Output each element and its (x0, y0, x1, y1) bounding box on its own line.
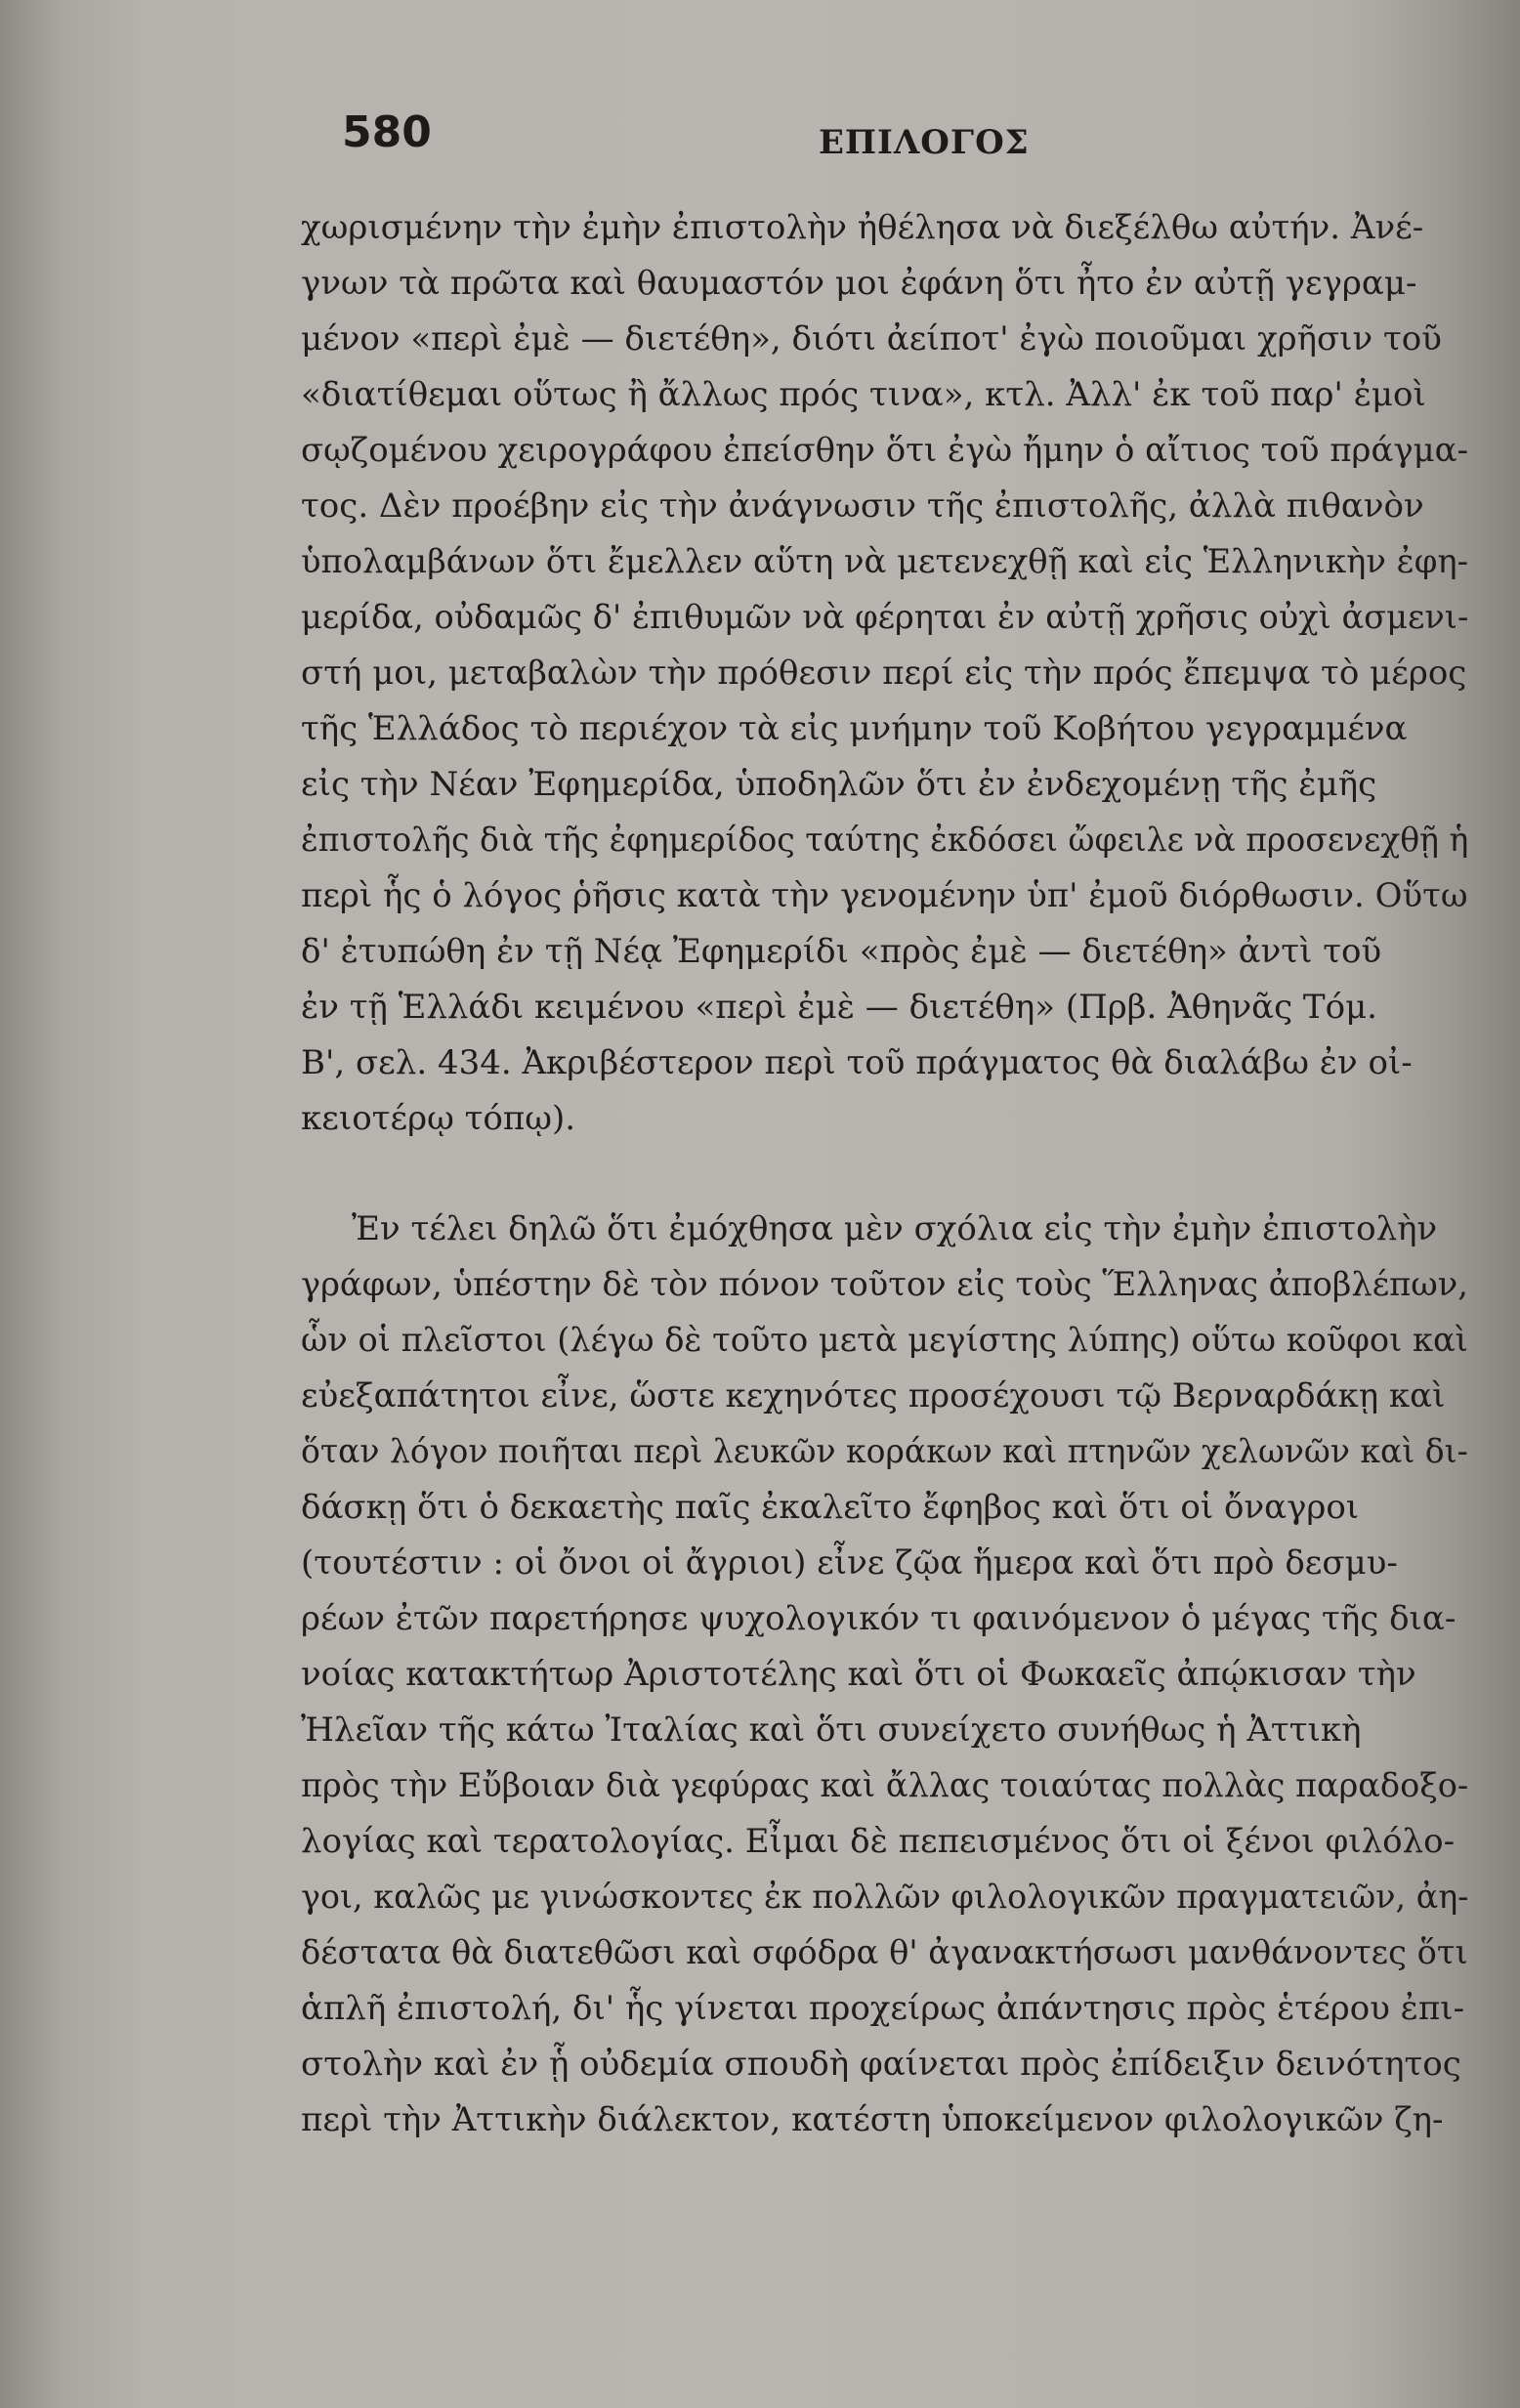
text-line: σῳζομένου χειρογράφου ἐπείσθην ὅτι ἐγὼ ἤμην ὁ αἴτιος τοῦ πράγμα- (301, 431, 1469, 470)
text-line: δάσκῃ ὅτι ὁ δεκαετὴς παῖς ἐκαλεῖτο ἔφηβος καὶ ὅτι οἱ ὄναγροι (301, 1488, 1360, 1527)
text-line: ὑπολαμβάνων ὅτι ἔμελλεν αὕτη νὰ μετενεχθῇ καὶ εἰς Ἑλληνικὴν ἐφη- (301, 542, 1469, 581)
text-line: λογίας καὶ τερατολογίας. Εἶμαι δὲ πεπεισμένος ὅτι οἱ ξένοι φιλόλο- (301, 1822, 1456, 1861)
page-number: 580 (342, 107, 432, 157)
text-line: τος. Δὲν προέβην εἰς τὴν ἀνάγνωσιν τῆς ἐπιστολῆς, ἀλλὰ πιθανὸν (301, 486, 1424, 526)
text-line: Β', σελ. 434. Ἀκριβέστερον περὶ τοῦ πράγματος θὰ διαλάβω ἐν οἰ- (301, 1043, 1413, 1082)
text-line: τῆς Ἑλλάδος τὸ περιέχον τὰ εἰς μνήμην τοῦ Κοβήτου γεγραμμένα (301, 709, 1408, 748)
text-line: ἐν τῇ Ἑλλάδι κειμένου «περὶ ἐμὲ — διετέθη» (Πρβ. Ἀθηνᾶς Τόμ. (301, 988, 1377, 1027)
page-header (0, 98, 1520, 166)
text-line: πρὸς τὴν Εὔβοιαν διὰ γεφύρας καὶ ἄλλας τοιαύτας πολλὰς παραδοξο- (301, 1766, 1469, 1805)
text-line: (τουτέστιν : οἱ ὄνοι οἱ ἄγριοι) εἶνε ζῷα ἥμερα καὶ ὅτι πρὸ δεσμυ- (301, 1543, 1398, 1583)
running-title: ΕΠΙΛΟΓΟΣ (819, 123, 1030, 162)
text-line: στολὴν καὶ ἐν ᾗ οὐδεμία σπουδὴ φαίνεται πρὸς ἐπίδειξιν δεινότητος (301, 2045, 1461, 2084)
text-line: ὧν οἱ πλεῖστοι (λέγω δὲ τοῦτο μετὰ μεγίστης λύπης) οὕτω κοῦφοι καὶ (301, 1321, 1468, 1360)
text-line: γράφων, ὑπέστην δὲ τὸν πόνον τοῦτον εἰς τοὺς Ἕλληνας ἀποβλέπων, (301, 1265, 1468, 1304)
paragraph-first-line: Ἐν τέλει δηλῶ ὅτι ἐμόχθησα μὲν σχόλια εἰς τὴν ἐμὴν ἐπιστολὴν (352, 1209, 1438, 1248)
text-line: μερίδα, οὐδαμῶς δ' ἐπιθυμῶν νὰ φέρηται ἐν αὐτῇ χρῆσις οὐχὶ ἀσμενι- (301, 598, 1469, 637)
text-line: νοίας κατακτήτωρ Ἀριστοτέλης καὶ ὅτι οἱ Φωκαεῖς ἀπῴκισαν τὴν (301, 1655, 1416, 1694)
text-line: «διατίθεμαι οὕτως ἢ ἄλλως πρός τινα», κτλ. Ἀλλ' ἐκ τοῦ παρ' ἐμοὶ (301, 375, 1426, 414)
text-line: γοι, καλῶς με γινώσκοντες ἐκ πολλῶν φιλολογικῶν πραγματειῶν, ἀη- (301, 1878, 1469, 1917)
text-line: ρέων ἐτῶν παρετήρησε ψυχολογικόν τι φαινόμενον ὁ μέγας τῆς δια- (301, 1599, 1457, 1638)
text-line: ὅταν λόγον ποιῆται περὶ λευκῶν κοράκων καὶ πτηνῶν χελωνῶν καὶ δι- (301, 1432, 1468, 1471)
text-line: κειοτέρῳ τόπῳ). (301, 1099, 576, 1138)
text-line: μένον «περὶ ἐμὲ — διετέθη», διότι ἀείποτ' ἐγὼ ποιοῦμαι χρῆσιν τοῦ (301, 319, 1442, 359)
text-line: ἁπλῆ ἐπιστολή, δι' ἧς γίνεται προχείρως ἀπάντησις πρὸς ἑτέρου ἐπι- (301, 1989, 1465, 2028)
text-line: χωρισμένην τὴν ἐμὴν ἐπιστολὴν ἠθέλησα νὰ διεξέλθω αὐτήν. Ἀνέ- (301, 208, 1424, 247)
body-text (301, 200, 1473, 2379)
text-line: ἐπιστολῆς διὰ τῆς ἐφημερίδος ταύτης ἐκδόσει ὤφειλε νὰ προσενεχθῇ ἡ (301, 821, 1469, 860)
text-line: στή μοι, μεταβαλὼν τὴν πρόθεσιν περί εἰς τὴν πρός ἔπεμψα τὸ μέρος (301, 654, 1467, 693)
text-line: εἰς τὴν Νέαν Ἐφημερίδα, ὑποδηλῶν ὅτι ἐν ἐνδεχομένῃ τῆς ἐμῆς (301, 765, 1377, 804)
text-line: Ἠλεῖαν τῆς κάτω Ἰταλίας καὶ ὅτι συνείχετο συνήθως ἡ Ἀττικὴ (301, 1711, 1362, 1750)
text-line: δέστατα θὰ διατεθῶσι καὶ σφόδρα θ' ἀγανακτήσωσι μανθάνοντες ὅτι (301, 1933, 1468, 1972)
text-line: γνων τὰ πρῶτα καὶ θαυμαστόν μοι ἐφάνη ὅτι ἦτο ἐν αὐτῇ γεγραμ- (301, 264, 1417, 303)
text-line: περὶ τὴν Ἀττικὴν διάλεκτον, κατέστη ὑποκείμενον φιλολογικῶν ζη- (301, 2100, 1444, 2139)
text-line: περὶ ἧς ὁ λόγος ῥῆσις κατὰ τὴν γενομένην ὑπ' ἐμοῦ διόρθωσιν. Οὕτω (301, 876, 1468, 915)
text-line: εὐεξαπάτητοι εἶνε, ὥστε κεχηνότες προσέχουσι τῷ Βερναρδάκῃ καὶ (301, 1376, 1446, 1415)
text-line: δ' ἐτυπώθη ἐν τῇ Νέᾳ Ἐφημερίδι «πρὸς ἐμὲ — διετέθη» ἀντὶ τοῦ (301, 932, 1382, 971)
